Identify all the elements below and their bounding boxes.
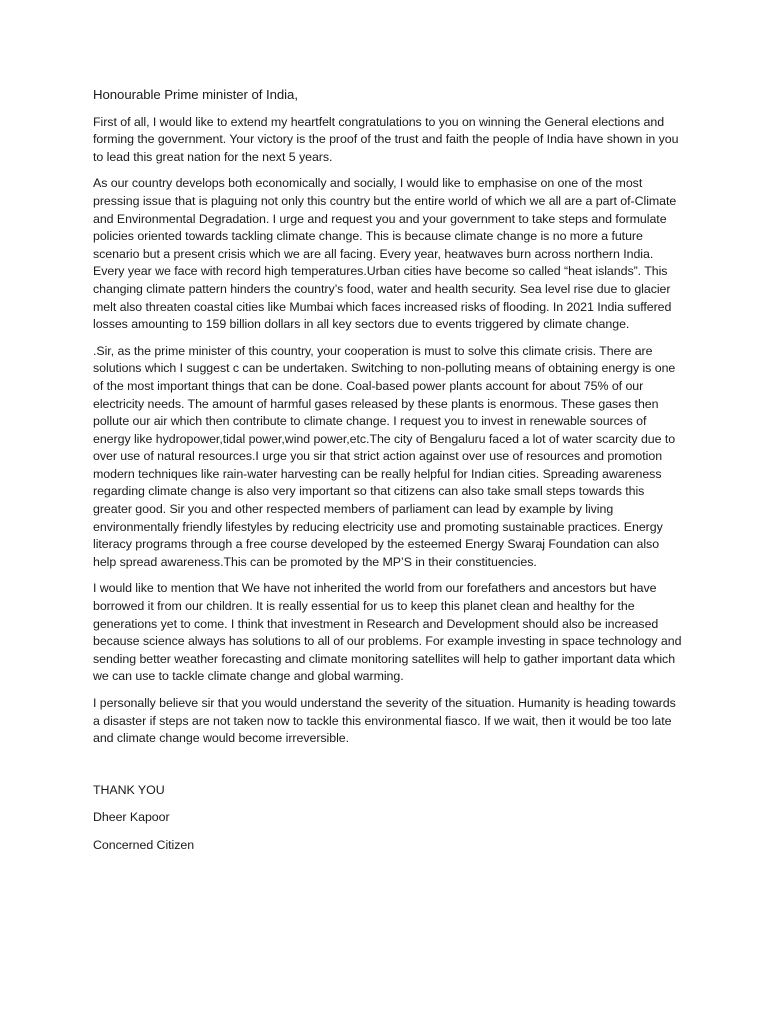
paragraph-congratulations: First of all, I would like to extend my heartfelt congratulations to you on winning the General elections and forming the government. Your victory is the proof of the trust and faith the people of India have shown in you to lead this great nation for the next 5 years. xyxy=(93,114,679,164)
signature-name: Dheer Kapoor xyxy=(93,810,170,825)
letter-salutation: Honourable Prime minister of India, xyxy=(93,87,298,102)
paragraph-solutions: .Sir, as the prime minister of this country, your cooperation is must to solve this climate crisis. There are solutions which I suggest c can be undertaken. Switching to non-polluting means of obtaining energy is one of the most important things that can be done. Coal-based power plants account for about 75% of our electricity needs. The amount of harmful gases released by these plants is enormous. These gases then pollute our air which then contribute to climate change. I request you to invest in renewable sources of energy like hydropower,tidal power,wind power,etc.The city of Bengaluru faced a lot of water scarcity due to over use of natural resources.I urge you sir that strict action against over use of resources and promotion modern techniques like rain-water harvesting can be really helpful for Indian cities. Spreading awareness regarding climate change is also very important so that citizens can also take small steps towards this greater good. Sir you and other respected members of parliament can lead by example by living environmentally friendly lifestyles by reducing electricity use and promoting sustainable practices. Energy literacy programs through a free course developed by the esteemed Energy Swaraj Foundation can also help spread awareness.This can be promoted by the MP’S in their constituencies. xyxy=(93,343,676,569)
paragraph-future-generations: I would like to mention that We have not inherited the world from our forefathers and ancestors but have borrowed it from our children. It is really essential for us to keep this planet clean and healthy for the generations yet to come. I think that investment in Research and Development should also be increased because science always has solutions to all of our problems. For example investing in space technology and sending better weather forecasting and climate monitoring satellites will help to gather important data which we can use to tackle climate change and global warming. xyxy=(93,581,682,684)
letter-page xyxy=(93,86,683,865)
letter-closing xyxy=(93,782,683,855)
paragraph-climate-crisis: As our country develops both economically and socially, I would like to emphasise on one of the most pressing issue that is plaguing not only this country but the entire world of which we all are a part of-Climate and Environmental Degradation. I urge and request you and your government to take steps and formulate policies oriented towards tackling climate change. This is because climate change is no more a future scenario but a present crisis which we are all facing. Every year, heatwaves burn across northern India. Every year we face with record high temperatures.Urban cities have become so called “heat islands”. This changing climate pattern hinders the country’s food, water and health security. Sea level rise due to glacier melt also threaten coastal cities like Mumbai which faces increased risks of flooding. In 2021 India suffered losses amounting to 159 billion dollars in all key sectors due to events triggered by climate change. xyxy=(93,176,677,332)
closing-thanks: THANK YOU xyxy=(93,782,165,797)
signature-title: Concerned Citizen xyxy=(93,837,195,852)
paragraph-conclusion: I personally believe sir that you would understand the severity of the situation. Humanity is heading towards a disaster if steps are not taken now to tackle this environmental fiasco. If we wait, then it would be too late and climate change would become irreversible. xyxy=(93,696,676,746)
